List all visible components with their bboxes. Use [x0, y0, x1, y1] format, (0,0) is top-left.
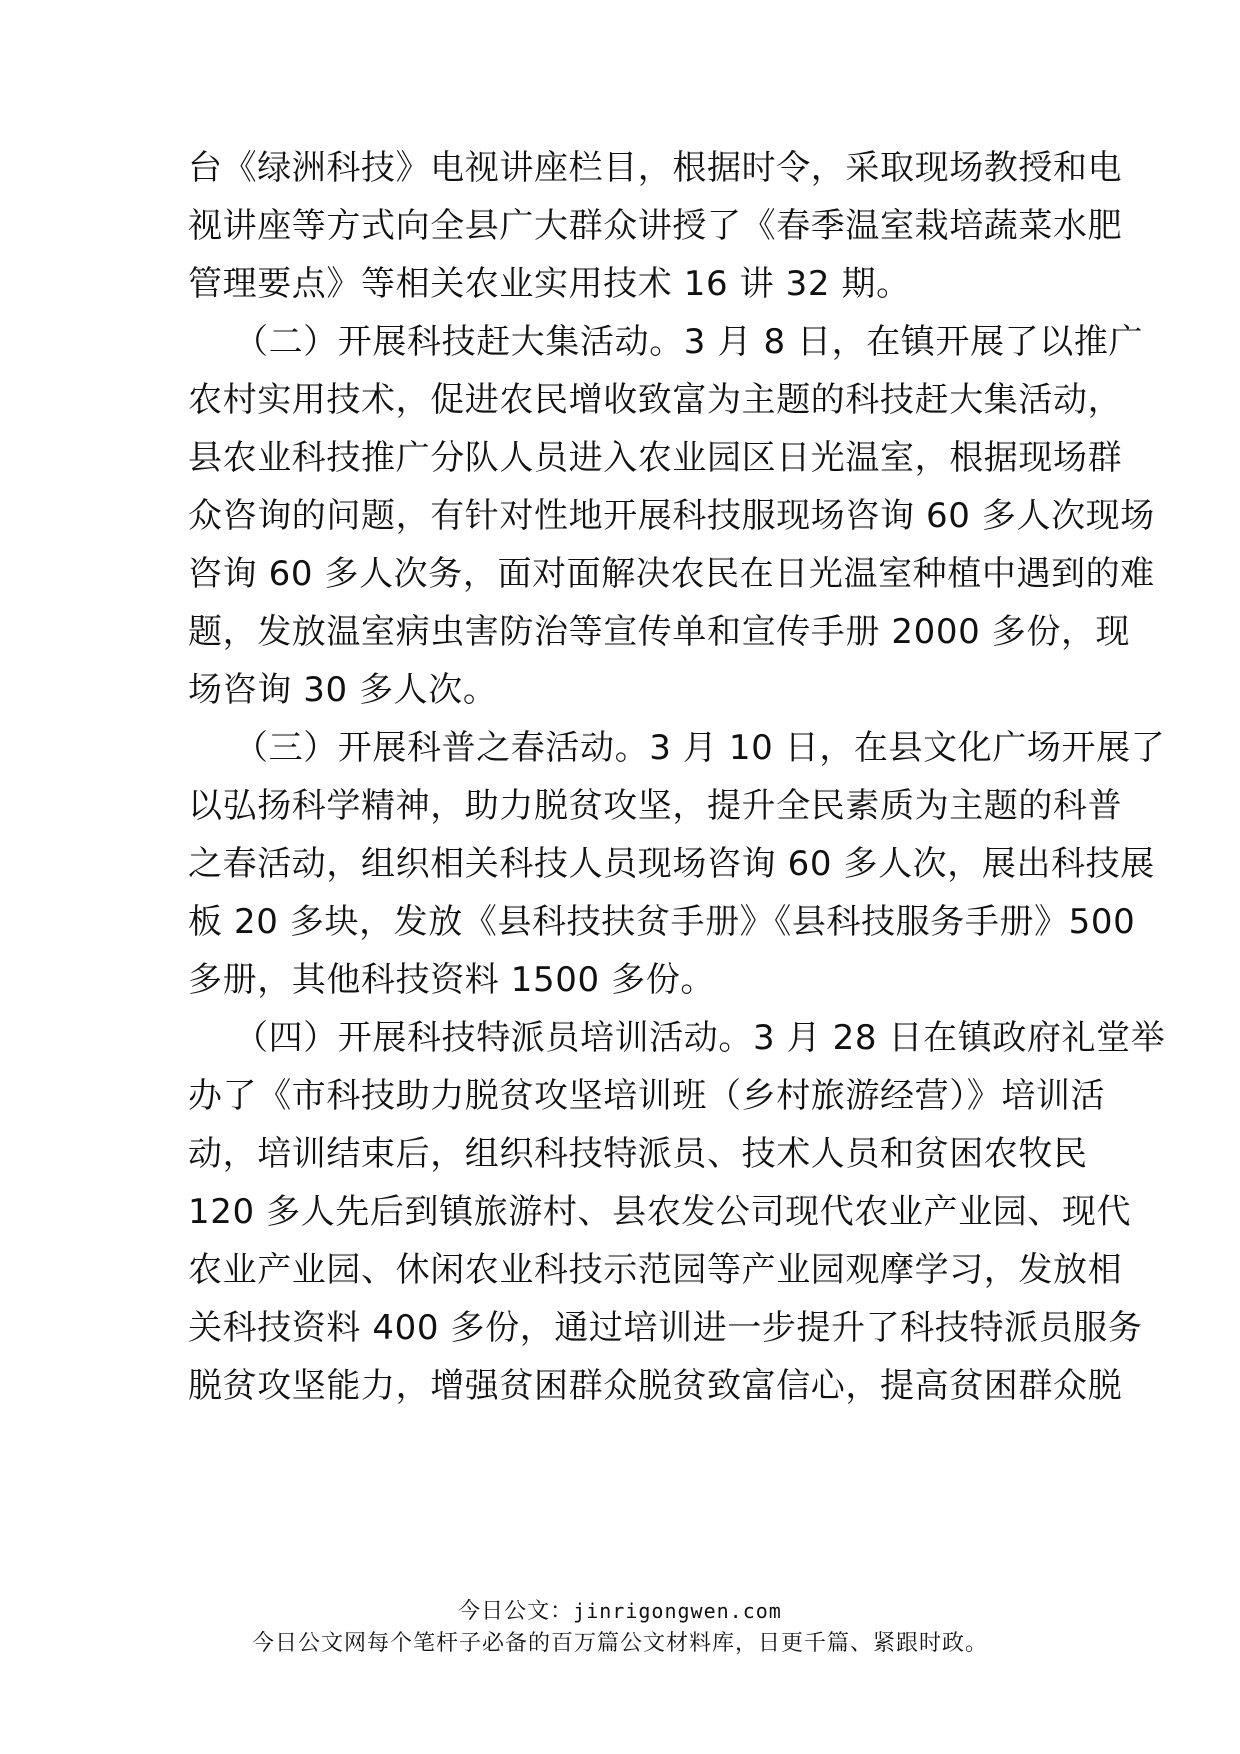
- footer-site-label: 今日公文：: [458, 1599, 574, 1624]
- paragraph-2-line-6: 题，发放温室病虫害防治等宣传单和宣传手册 2000 多份，现: [188, 612, 1131, 652]
- paragraph-3-line-4: 板 20 多块，发放《县科技扶贫手册》《县科技服务手册》500: [188, 902, 1136, 942]
- paragraph-4-line-6: 关科技资料 400 多份，通过培训进一步提升了科技特派员服务: [188, 1308, 1143, 1348]
- paragraph-4-line-3: 动，培训结束后，组织科技特派员、技术人员和贫困农牧民: [188, 1134, 1088, 1174]
- paragraph-2-line-1: （二）开展科技赶大集活动。3 月 8 日，在镇开展了以推广: [234, 322, 1144, 362]
- paragraph-3-line-3: 之春活动，组织相关科技人员现场咨询 60 多人次，展出科技展: [188, 844, 1155, 884]
- paragraph-2-line-7: 场咨询 30 多人次。: [188, 670, 498, 710]
- paragraph-4-line-5: 农业产业园、休闲农业科技示范园等产业园观摩学习，发放相: [188, 1250, 1123, 1290]
- footer-slogan: 今日公文网每个笔杆子必备的百万篇公文材料库，日更千篇、紧跟时政。: [251, 1631, 988, 1656]
- footer-site-url[interactable]: jinrigongwen.com: [573, 1599, 782, 1623]
- paragraph-2-line-4: 众咨询的问题，有针对性地开展科技服现场咨询 60 多人次现场: [188, 496, 1155, 536]
- paragraph-4-line-1: （四）开展科技特派员培训活动。3 月 28 日在镇政府礼堂举: [234, 1018, 1166, 1058]
- paragraph-1-line-2: 视讲座等方式向全县广大群众讲授了《春季温室栽培蔬菜水肥: [188, 206, 1123, 246]
- paragraph-2-line-3: 县农业科技推广分队人员进入农业园区日光温室，根据现场群: [188, 438, 1123, 478]
- paragraph-2-line-2: 农村实用技术，促进农民增收致富为主题的科技赶大集活动，: [188, 380, 1123, 420]
- paragraph-3-line-2: 以弘扬科学精神，助力脱贫攻坚，提升全民素质为主题的科普: [188, 786, 1123, 826]
- paragraph-4-line-2: 办了《市科技助力脱贫攻坚培训班（乡村旅游经营）》培训活: [188, 1076, 1106, 1116]
- paragraph-2-line-5: 咨询 60 多人次务，面对面解决农民在日光温室种植中遇到的难: [188, 554, 1155, 594]
- paragraph-1-line-1: 台《绿洲科技》电视讲座栏目，根据时令，采取现场教授和电: [188, 148, 1123, 188]
- footer-site: [0, 1597, 1240, 1626]
- paragraph-4-line-4: 120 多人先后到镇旅游村、县农发公司现代农业产业园、现代: [188, 1192, 1132, 1232]
- paragraph-4-line-7: 脱贫攻坚能力，增强贫困群众脱贫致富信心，提高贫困群众脱: [188, 1366, 1123, 1406]
- paragraph-3-line-1: （三）开展科普之春活动。3 月 10 日，在县文化广场开展了: [234, 728, 1166, 768]
- paragraph-1-line-3: 管理要点》等相关农业实用技术 16 讲 32 期。: [188, 264, 911, 304]
- paragraph-3-line-5: 多册，其他科技资料 1500 多份。: [188, 960, 715, 1000]
